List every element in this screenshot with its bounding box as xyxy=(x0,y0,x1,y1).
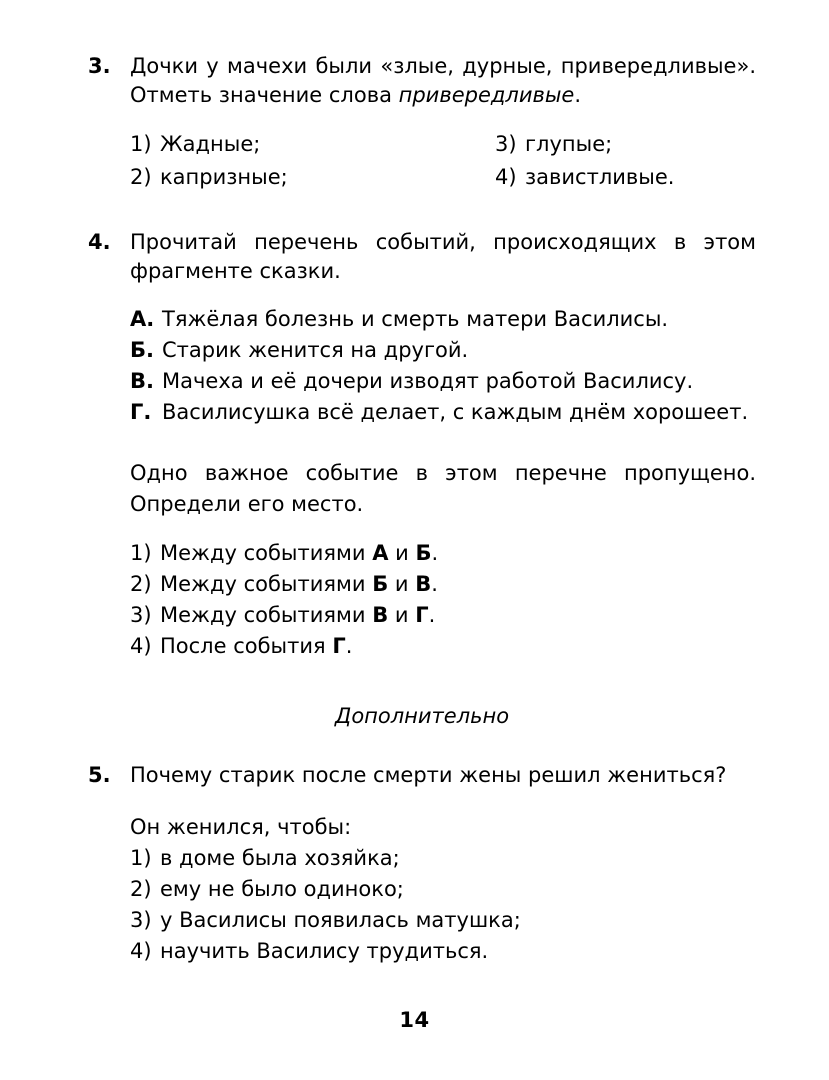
task-4-option-3-letter-2: Г xyxy=(415,603,429,627)
task-4-option-3[interactable] xyxy=(130,600,756,631)
task-4-event-g-tag: Г. xyxy=(130,400,152,424)
task-3-option-3-marker: 3) xyxy=(495,132,517,156)
task-5-option-4[interactable] xyxy=(130,936,756,967)
task-4-event-v-tag: В. xyxy=(130,369,154,393)
task-4-event-a-tag: А. xyxy=(130,307,155,331)
task-5-option-3[interactable] xyxy=(130,905,756,936)
task-5-option-2-label: ему не было одиноко; xyxy=(160,877,404,901)
task-5-leadin: Он женился, чтобы: xyxy=(130,815,352,839)
task-4-option-1-marker: 1) xyxy=(130,541,152,565)
task-4-prompt: Прочитай перечень событий, происходящих в этом фрагменте сказки. xyxy=(130,230,756,283)
task-4-event-b-text: Старик женится на другой. xyxy=(162,338,469,362)
task-5-options xyxy=(130,843,756,967)
task-4-option-4-post: . xyxy=(345,634,353,658)
task-3-option-1-marker: 1) xyxy=(130,132,152,156)
task-3-number: 3. xyxy=(88,54,111,78)
task-3-prompt-part1: Дочки у мачехи были «злые, дурные, привередливые». Отметь значение слова xyxy=(130,54,756,107)
task-4-number: 4. xyxy=(88,230,111,254)
task-4-option-3-marker: 3) xyxy=(130,603,152,627)
task-5-option-2-marker: 2) xyxy=(130,877,152,901)
task-4-option-2[interactable] xyxy=(130,569,756,600)
task-4-option-3-mid: и xyxy=(388,603,416,627)
task-4-event-b xyxy=(130,335,756,366)
task-4-option-2-letter-2: В xyxy=(415,572,432,596)
spacer-after-heading xyxy=(88,731,756,761)
task-4-option-2-marker: 2) xyxy=(130,572,152,596)
task-3-options xyxy=(130,128,756,194)
task-4-option-1-pre: Между событиями xyxy=(160,541,373,565)
task-4-event-g-text: Василисушка всё делает, с каждым днём хорошеет. xyxy=(162,400,749,424)
task-3-option-3-label: глупые; xyxy=(525,132,613,156)
task-4-event-a xyxy=(130,304,756,335)
task-5-prompt: Почему старик после смерти жены решил жениться? xyxy=(130,763,727,787)
task-5-option-3-label: у Василисы появилась матушка; xyxy=(160,908,521,932)
task-5-option-2[interactable] xyxy=(130,874,756,905)
task-4-option-1-letter-2: Б xyxy=(415,541,432,565)
task-3-options-left-column xyxy=(130,128,288,194)
task-3-prompt-emphasis: привередливые xyxy=(398,83,575,107)
task-3-option-1[interactable] xyxy=(130,128,288,161)
task-4-body xyxy=(130,228,756,286)
task-3-option-3[interactable] xyxy=(495,128,674,161)
task-5-number: 5. xyxy=(88,763,111,787)
task-5-body xyxy=(130,761,756,790)
task-4-option-3-pre: Между событиями xyxy=(160,603,373,627)
task-4-option-3-letter-1: В xyxy=(372,603,389,627)
section-heading-additional: Дополнительно xyxy=(334,704,510,728)
task-5-option-3-marker: 3) xyxy=(130,908,152,932)
task-4-option-1-mid: и xyxy=(388,541,416,565)
task-4-event-a-text: Тяжёлая болезнь и смерть матери Василисы. xyxy=(162,307,669,331)
task-3-option-2[interactable] xyxy=(130,161,288,194)
task-4-option-2-letter-1: Б xyxy=(372,572,389,596)
task-3-option-1-label: Жадные; xyxy=(160,132,261,156)
spacer-after-task-3 xyxy=(88,194,756,228)
task-4 xyxy=(88,228,756,286)
page-number: 14 xyxy=(399,1008,430,1032)
task-5-option-1-label: в доме была хозяйка; xyxy=(160,846,400,870)
page-content xyxy=(88,52,756,967)
task-4-subprompt: Одно важное событие в этом перечне пропущено. Определи его место. xyxy=(130,461,756,516)
task-4-option-2-mid: и xyxy=(388,572,416,596)
task-3-prompt-part2: . xyxy=(574,83,582,107)
task-4-option-1-post: . xyxy=(431,541,439,565)
task-4-options xyxy=(130,538,756,662)
task-4-option-4-pre: После события xyxy=(160,634,333,658)
task-4-option-1-letter-1: А xyxy=(372,541,389,565)
task-5-option-4-label: научить Василису трудиться. xyxy=(160,939,489,963)
task-3-option-2-label: капризные; xyxy=(160,165,288,189)
task-4-event-b-tag: Б. xyxy=(130,338,154,362)
task-4-option-2-pre: Между событиями xyxy=(160,572,373,596)
task-4-event-list xyxy=(130,304,756,428)
task-3-option-4-marker: 4) xyxy=(495,165,517,189)
task-4-option-4[interactable] xyxy=(130,631,756,662)
task-4-option-1[interactable] xyxy=(130,538,756,569)
task-4-option-3-post: . xyxy=(428,603,436,627)
task-5-option-1-marker: 1) xyxy=(130,846,152,870)
task-4-event-v-text: Мачеха и её дочери изводят работой Василису. xyxy=(162,369,694,393)
task-5 xyxy=(88,761,756,790)
task-4-option-4-letter-1: Г xyxy=(332,634,346,658)
task-4-option-2-post: . xyxy=(431,572,438,596)
task-3-option-4[interactable] xyxy=(495,161,674,194)
task-3-options-right-column xyxy=(495,128,674,194)
task-5-option-4-marker: 4) xyxy=(130,939,152,963)
task-4-option-4-marker: 4) xyxy=(130,634,152,658)
task-3-option-4-label: завистливые. xyxy=(525,165,675,189)
task-5-option-1[interactable] xyxy=(130,843,756,874)
task-3-body xyxy=(130,52,756,110)
task-4-event-v xyxy=(130,366,756,397)
task-4-event-g xyxy=(130,397,756,428)
task-3 xyxy=(88,52,756,110)
task-3-option-2-marker: 2) xyxy=(130,165,152,189)
task-3-prompt xyxy=(130,52,756,110)
